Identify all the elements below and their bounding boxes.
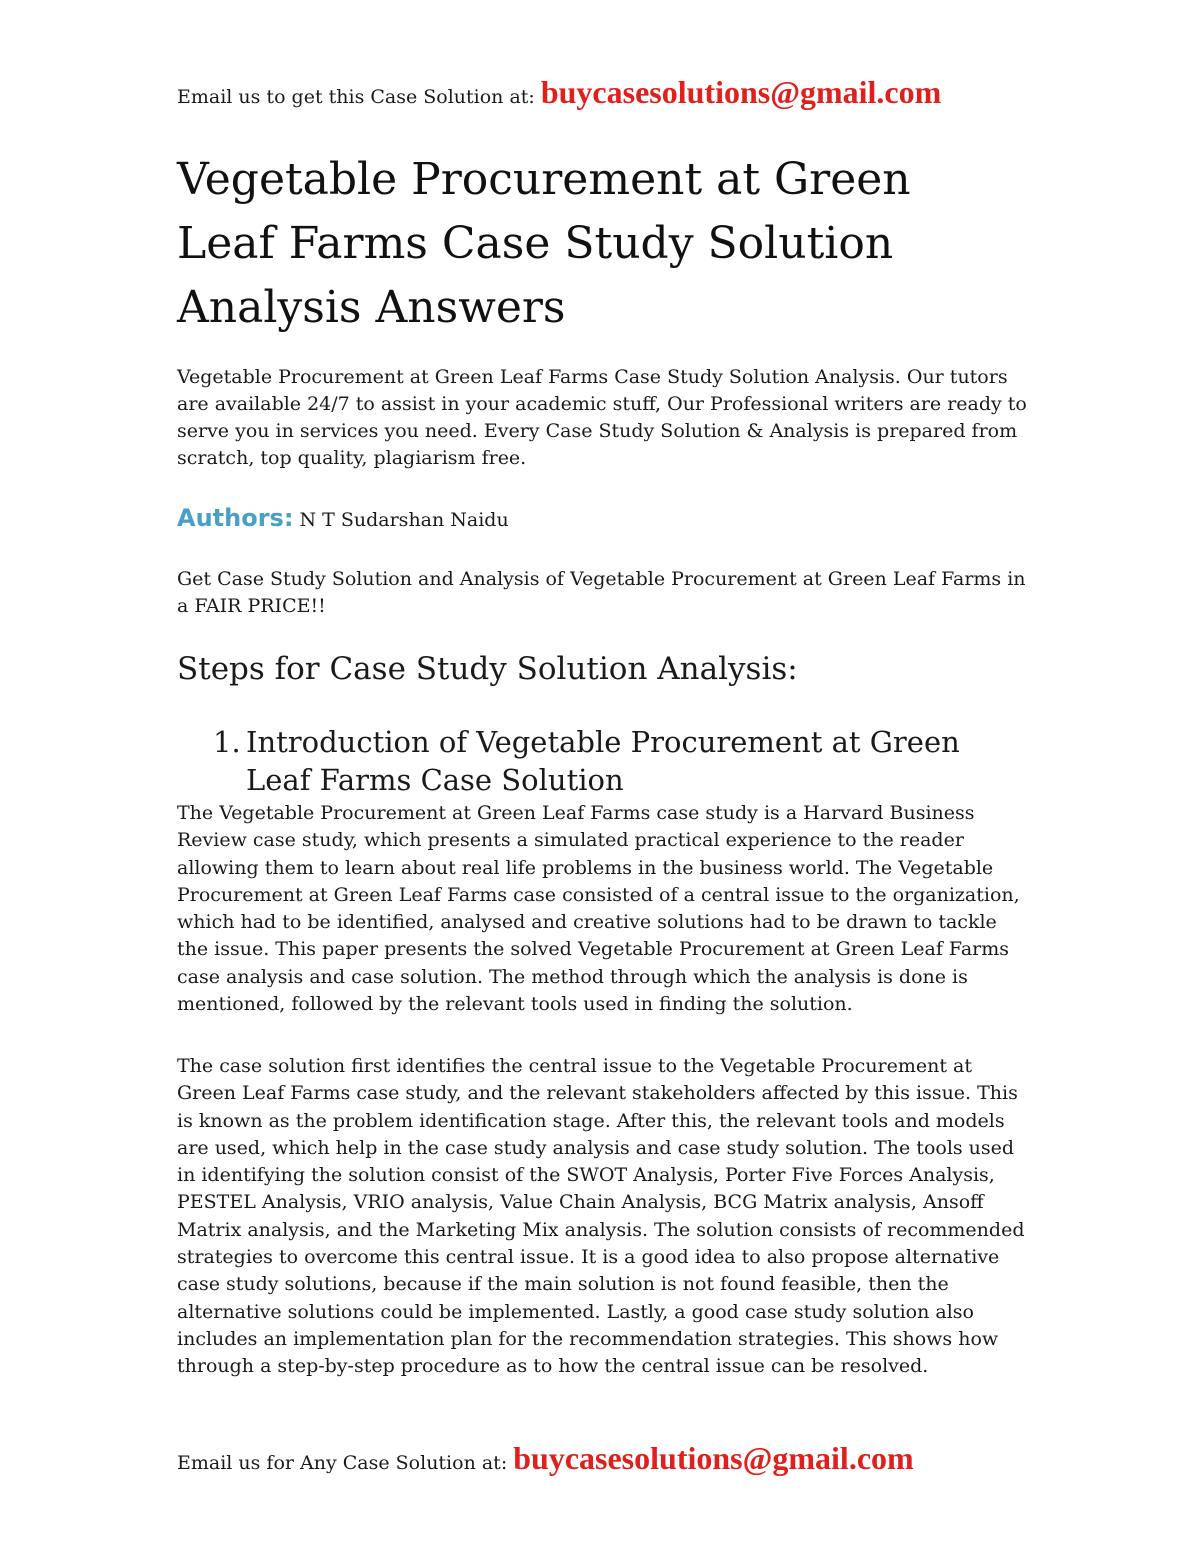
email-address-link[interactable]: buycasesolutions@gmail.com: [513, 1440, 914, 1476]
authors-line: [177, 504, 509, 532]
body-paragraph-2: The case solution first identifies the central issue to the Vegetable Procurement at Green Leaf Farms case study, and the relevant stakeholders affected by this issue. This is known as the problem identification stage. After this, the relevant tools and models are used, which help in the case study analysis and case study solution. The tools used in identifying the solution consist of the SWOT Analysis, Porter Five Forces Analysis, PESTEL Analysis, VRIO analysis, Value Chain Analysis, BCG Matrix analysis, Ansoff Matrix analysis, and the Marketing Mix analysis. The solution consists of recommended strategies to overcome this central issue. It is a good idea to also propose alternative case study solutions, because if the main solution is not found feasible, then the alternative solutions could be implemented. Lastly, a good case study solution also includes an implementation plan for the recommendation strategies. This shows how through a step-by-step procedure as to how the central issue can be resolved.: [177, 1055, 1025, 1378]
email-prompt-text: Email us for Any Case Solution at:: [177, 1452, 508, 1474]
page-title: [177, 148, 1037, 340]
authors-names: N T Sudarshan Naidu: [299, 509, 509, 531]
authors-label: Authors:: [177, 504, 294, 532]
email-address-link[interactable]: buycasesolutions@gmail.com: [540, 74, 942, 110]
steps-heading: Steps for Case Study Solution Analysis:: [177, 651, 798, 687]
step-heading-line-2: Leaf Farms Case Solution: [246, 763, 624, 797]
email-banner-bottom: [177, 1440, 914, 1477]
intro-paragraph: Vegetable Procurement at Green Leaf Farms Case Study Solution Analysis. Our tutors are available 24/7 to assist in your academic stuff, Our Professional writers are ready to serve you in services you need. Every Case Study Solution & Analysis is prepared from scratch, top quality, plagiarism free.: [177, 366, 1027, 469]
title-line-2: Leaf Farms Case Study Solution: [177, 218, 894, 269]
title-line-1: Vegetable Procurement at Green: [177, 154, 911, 205]
step-heading-line-1: Introduction of Vegetable Procurement at Green: [246, 725, 960, 759]
email-prompt-text: Email us to get this Case Solution at:: [177, 86, 535, 108]
get-solution-paragraph: Get Case Study Solution and Analysis of Vegetable Procurement at Green Leaf Farms in a FAIR PRICE!!: [177, 568, 1026, 617]
email-banner-top: [177, 74, 941, 111]
body-paragraph-1: The Vegetable Procurement at Green Leaf Farms case study is a Harvard Business Review case study, which presents a simulated practical experience to the reader allowing them to learn about real life problems in the business world. The Vegetable Procurement at Green Leaf Farms case consisted of a central issue to the organization, which had to be identified, analysed and creative solutions had to be drawn to tackle the issue. This paper presents the solved Vegetable Procurement at Green Leaf Farms case analysis and case solution. The method through which the analysis is done is mentioned, followed by the relevant tools used in finding the solution.: [177, 802, 1020, 1016]
step-1-heading: [213, 723, 1033, 799]
title-line-3: Analysis Answers: [177, 282, 566, 333]
step-number: 1.: [213, 725, 241, 759]
